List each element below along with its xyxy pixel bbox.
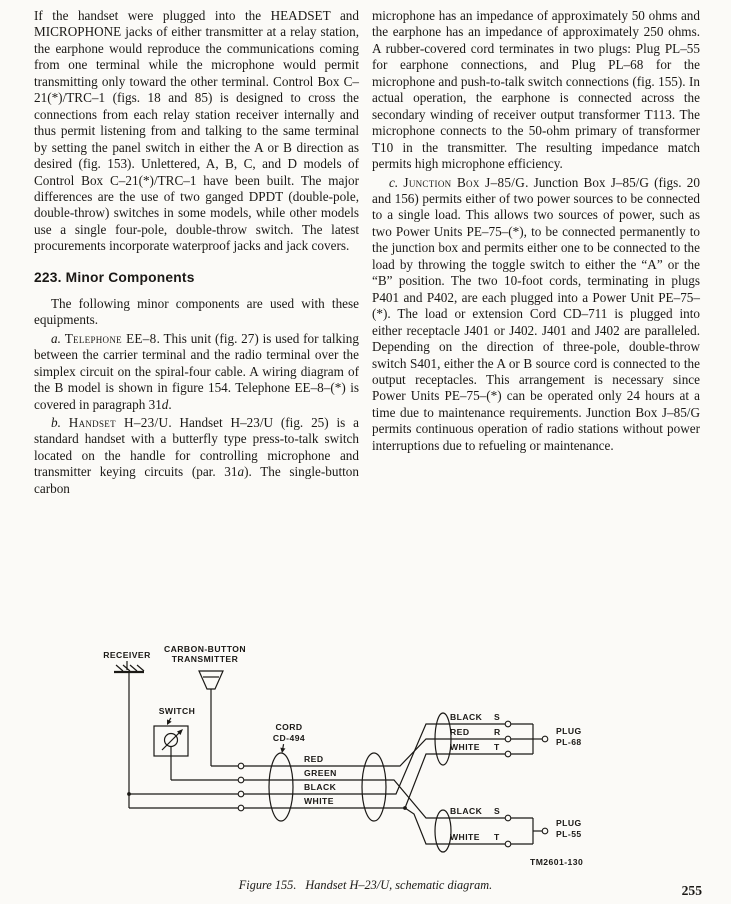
figure-caption-label: Figure 155. (238, 878, 297, 892)
cord-label-line1: CORD (275, 722, 303, 732)
paragraph-handset-relay: If the handset were plugged into the HEADSET and MICROPHONE jacks of either transmitter at a relay station, the earphone would reproduce the communications coming from one terminal while the microphone would permit transmitting only toward the other terminal. Control Box C–21(*)/TRC–1 (figs. 18 and 85) is designed to cross the connections from each relay station receiver internally and thus permit listening from and talking to the same terminal by setting the panel switch in either the A or B direction as desired (fig. 153). Unlettered, A, B, C, and D models of Control Box C–21(*)/TRC–1 have been built. The major differences are the use of two ganged DPDT (double-pole, double-throw) switches in some models, while other models use a single four-pole, double-throw switch. The latest procurements incorporate waterproof jacks and jack covers. (34, 8, 359, 254)
pl68-wire3-label: WHITE (450, 742, 480, 752)
pl55-terminal1-label: S (494, 806, 501, 816)
page-number: 255 (681, 883, 702, 898)
pl55-wire2-label: WHITE (450, 832, 480, 842)
figure-155-schematic (36, 644, 698, 880)
switch-arrow-icon (165, 717, 173, 727)
wire-white-label: WHITE (304, 796, 334, 806)
transmitter-label-line2: TRANSMITTER (171, 654, 239, 664)
pl68-terminal2-label: R (494, 727, 501, 737)
receiver-label: RECEIVER (103, 650, 151, 660)
switch-symbol-icon (154, 706, 195, 780)
tm-number-label: TM2601-130 (530, 857, 584, 867)
plug-pl68-label-line2: PL-68 (556, 737, 582, 747)
handset-schematic-svg (36, 644, 698, 880)
text-columns (34, 8, 700, 499)
paragraph-microphone-impedance: microphone has an impedance of approximately 50 ohms and the earphone has an impedance of approximately 250 ohms. A rubber-covered cord terminates in two plugs: Plug PL–55 for earphone connections, and Plug PL–68 for the microphone and push-to-talk switch connections (fig. 155). In actual operation, the earphone is connected across the secondary winding of receiver output transformer T113. The microphone connects to the 50-ohm primary of transformer T10 in the transmitter. The resulting impedance match permits high microphone efficiency. (372, 8, 700, 172)
cord-arrow-icon (279, 744, 286, 754)
wire-black-label: BLACK (304, 782, 337, 792)
plug-pl55-group (450, 806, 582, 847)
receiver-symbol-icon (103, 650, 151, 808)
figure-caption-text: Handset H–23/U, schematic diagram. (305, 878, 493, 892)
plug-pl68-label-line1: PLUG (556, 726, 582, 736)
figure-caption (0, 878, 731, 893)
section-heading-223: 223. Minor Components (34, 269, 195, 285)
carbon-transmitter-symbol-icon (164, 644, 246, 766)
transmitter-label-line1: CARBON-BUTTON (163, 644, 247, 654)
plug-pl55-label-line1: PLUG (556, 818, 582, 828)
paragraph-telephone-ee8: a. Telephone EE–8. This unit (fig. 27) is used for talking between the carrier terminal and the radio terminal over the simplex circuit on the spiral-four cable. A wiring diagram of the B model is shown in figure 154. Telephone EE–8–(*) is covered in paragraph 31d. (34, 330, 359, 412)
wire-green-label: GREEN (304, 768, 337, 778)
cord-label-line2: CD-494 (272, 733, 306, 743)
pl55-terminal2-label: T (494, 832, 500, 842)
wire-red-label: RED (304, 754, 324, 764)
pl68-wire1-label: BLACK (450, 712, 483, 722)
paragraph-junction-box-j85g: c. Junction Box J–85/G. Junction Box J–85/G (figs. 20 and 156) permits either of two power sources to be connected to a single load. This allows two sources of power, such as two Power Units PE–75–(*), to be connected permanently to the junction box and permits either one to be connected to the load by throwing the toggle switch to either the “A” or the “B” position. The two 10-foot cords, terminating in plugs P401 and P402, are each plugged into a Power Unit PE–75–(*). The load or extension Cord CD–711 is plugged into either receptacle J401 or J402. J401 and J402 are paralleled. Depending on the direction of three-pole, double-throw switch S401, either the A or B source cord is connected to the output receptacles. This arrangement is necessary since Power Units PE–75–(*) can be operated only 24 hours at a time due to maintenance requirements. Junction Box J–85/G permits continuous operation of radio stations without power interruptions due to refueling or maintenance. (372, 174, 700, 453)
pl68-terminal3-label: T (494, 742, 500, 752)
paragraph-minor-components-intro: The following minor components are used with these equipments. (34, 295, 359, 328)
switch-label: SWITCH (158, 706, 196, 716)
branch-wiring (383, 713, 506, 852)
pl68-wire2-label: RED (450, 727, 470, 737)
plug-pl68-group (450, 712, 582, 757)
plug-pl55-label-line2: PL-55 (556, 829, 582, 839)
left-column (34, 8, 359, 499)
pl68-terminal1-label: S (494, 712, 501, 722)
pl55-wire1-label: BLACK (450, 806, 483, 816)
cord-wires (129, 763, 383, 811)
paragraph-handset-h23u: b. Handset H–23/U. Handset H–23/U (fig. 25) is a standard handset with a butterfly type press-to-talk switch located on the handle for controlling microphone and transmitter keying circuits (par. 31a). The single-button carbon (34, 414, 360, 496)
right-column (372, 8, 700, 499)
